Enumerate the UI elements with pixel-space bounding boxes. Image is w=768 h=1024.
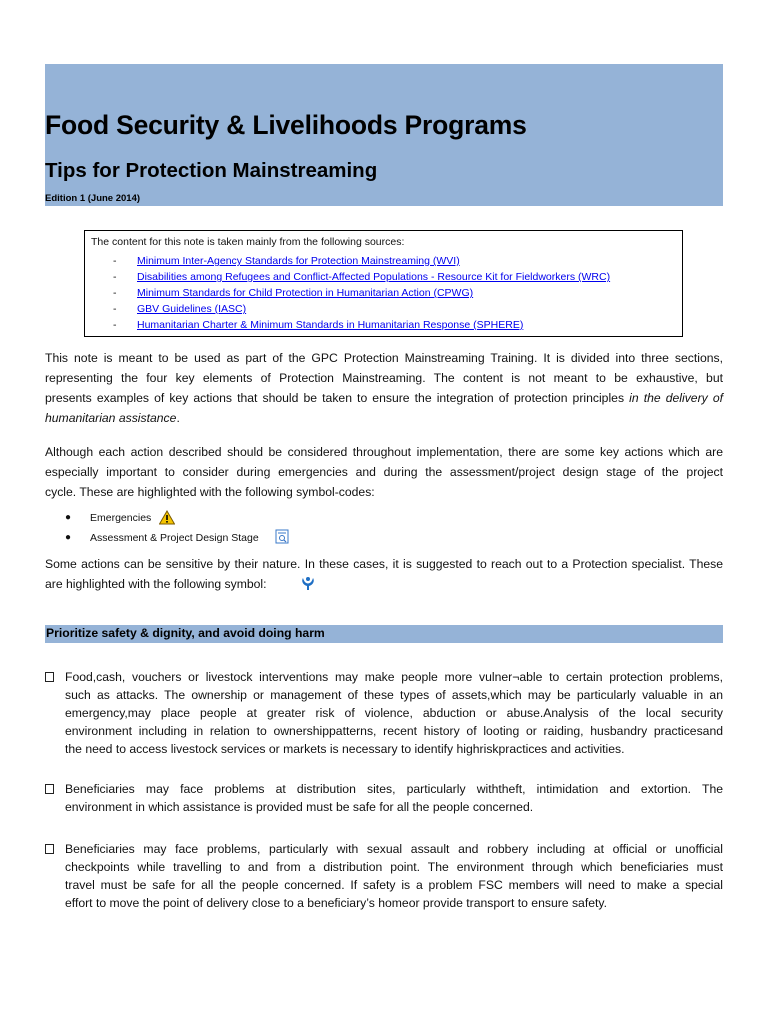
specialist-paragraph	[45, 554, 723, 594]
paragraph-line: Some actions can be sensitive by their nature. In these cases, it is suggested to reach out to a Protection specialist. These	[45, 557, 723, 571]
paragraph-line: Although each action described should be considered throughout implementation, there are some key actions which are	[45, 445, 723, 459]
item-line: Beneficiaries may face problems, particularly with sexual assault and robbery including at official or unofficial	[65, 842, 723, 856]
item-line: environment including in relation to ownershippatterns, recent history of looting or raiding, husbandry practicesand	[65, 724, 723, 738]
paragraph-line: especially important to consider during emergencies and during the assessment/project design stage of the project	[45, 465, 723, 479]
item-line: checkpoints while travelling to and from a distribution point. The environment through which beneficiaries must	[65, 860, 723, 874]
emergencies-label: Emergencies	[90, 512, 152, 524]
protection-specialist-icon	[300, 575, 316, 591]
source-link-wvi[interactable]: Minimum Inter-Agency Standards for Protection Mainstreaming (WVI)	[137, 255, 460, 267]
design-stage-label: Assessment & Project Design Stage	[90, 532, 259, 544]
checkbox-icon	[45, 844, 54, 854]
intro-line: representing the four key elements of Protection Mainstreaming. The content is not meant to be exhaustive, but	[45, 371, 723, 385]
intro-end: .	[176, 411, 180, 425]
intro-paragraph	[45, 348, 723, 428]
item-line: effort to move the point of delivery close to a beneficiary’s homeor provide transport to ensure safety.	[65, 896, 607, 910]
item-line: the need to access livestock services or markets is necessary to identify highriskpractices and activities.	[65, 742, 625, 756]
section-title: Prioritize safety & dignity, and avoid doing harm	[46, 626, 325, 640]
item-line: travel must be safe for all the people concerned. If safety is a problem FSC members will need to make a special	[65, 878, 723, 892]
source-link-sphere[interactable]: Humanitarian Charter & Minimum Standards in Humanitarian Response (SPHERE)	[137, 319, 524, 331]
section-header	[45, 625, 723, 643]
edition-label: Edition 1 (June 2014)	[45, 193, 141, 204]
paragraph-line: cycle. These are highlighted with the following symbol-codes:	[45, 485, 375, 499]
item-line: Food,cash, vouchers or livestock interventions may make people more vulner¬able to certain protection problems,	[65, 670, 723, 684]
source-link-iasc[interactable]: GBV Guidelines (IASC)	[137, 303, 247, 315]
symbol-codes-paragraph	[45, 442, 723, 502]
sources-box: The content for this note is taken mainly from the following sources: - Minimum Inter-Agency Standards for Protection Mainstreaming (WVI) - Disabilities among Refugees and Conflict-Affected Populations - Resource Kit for Fieldworkers (WRC) - Minimum Standards for Child Protection in Humanitarian Action (CPWG) - GBV Guidelines (IASC) - Humanitarian Charter & Minimum Standards in Humanitarian Response (SPHERE)	[84, 230, 683, 337]
paragraph-line: are highlighted with the following symbol:	[45, 577, 267, 591]
document-subtitle: Tips for Protection Mainstreaming	[45, 159, 378, 182]
intro-line: This note is meant to be used as part of the GPC Protection Mainstreaming Training. It is divided into three sections,	[45, 351, 723, 365]
item-line: environment in which assistance is provided must be safe for all the people concerned.	[65, 800, 534, 814]
checkbox-icon	[45, 784, 54, 794]
intro-italic: in the delivery of	[629, 391, 723, 405]
source-link-cpwg[interactable]: Minimum Standards for Child Protection in Humanitarian Action (CPWG)	[137, 287, 474, 299]
item-line: emergency,may place people at greater risk of violence, abduction or abuse.Analysis of the local security	[65, 706, 723, 720]
item-line: Beneficiaries may face problems at distribution sites, particularly withtheft, intimidation and extortion. The	[65, 782, 723, 796]
checkbox-icon	[45, 672, 54, 682]
warning-icon	[159, 510, 175, 525]
source-link-wrc[interactable]: Disabilities among Refugees and Conflict-Affected Populations - Resource Kit for Fieldworkers (WRC)	[137, 271, 611, 283]
document-title: Food Security & Livelihoods Programs	[45, 110, 527, 140]
design-stage-icon	[275, 529, 289, 544]
item-line: such as attacks. The ownership or management of these types of assets,which may be particularly valuable in an	[65, 688, 723, 702]
sources-intro: The content for this note is taken mainly from the following sources:	[91, 236, 405, 248]
intro-italic: humanitarian assistance	[45, 411, 177, 425]
intro-line: presents examples of key actions that should be taken to ensure the integration of protection principles	[45, 391, 630, 405]
header-band	[45, 64, 723, 206]
